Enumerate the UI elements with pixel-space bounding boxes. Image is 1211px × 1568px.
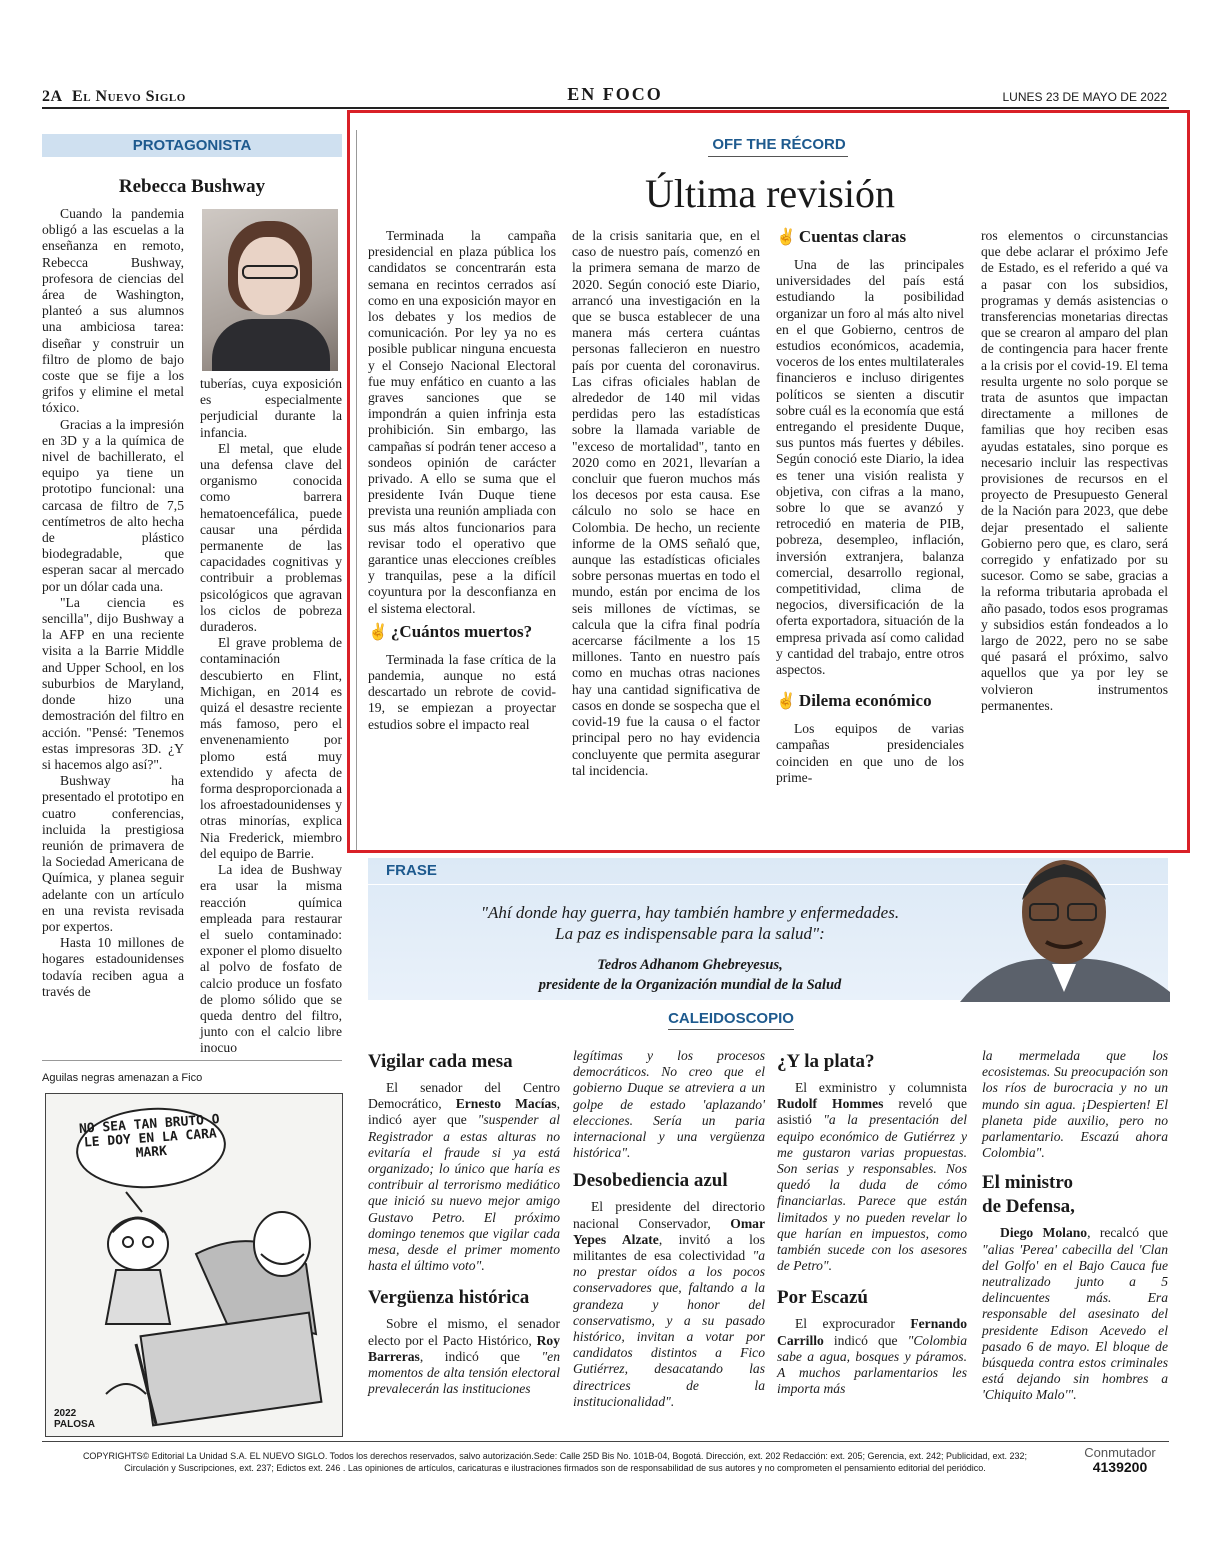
paragraph: Los equipos de varias campañas presidenciales coinciden en que uno de los prime- (776, 721, 964, 785)
heading-ministro: El ministro de Defensa, (982, 1172, 1075, 1218)
frase-quote (410, 902, 970, 944)
frase-attribution (410, 955, 970, 995)
cal-col1 (368, 1050, 560, 1397)
paragraph: Terminada la fase crítica de la pandemia, aunque no está descartado un rebrote de covid-19, se empiezan a proyectar estudios sobre el impacto real (368, 651, 556, 732)
frase-label: FRASE (386, 862, 437, 879)
paragraph: El metal, que elude una defensa clave del organismo conocida como barrera hematoencefálica, puede causar una pérdida permanente de las capacidades cognitivas y contribuir a problemas psicológicos que agravan los ciclos de pobreza duraderos. (200, 440, 342, 635)
editorial-cartoon (45, 1093, 343, 1437)
offrecord-col2 (572, 228, 760, 779)
quote-author-role: presidente de la Organización mundial de la Salud (538, 977, 842, 993)
paragraph: El exprocurador Fernando Carrillo indicó que "Colombia sabe a agua, bosques y páramos. A muchos parlamentarios les importa más (777, 1316, 967, 1397)
paragraph: La idea de Bushway era usar la misma reacción química empleada para restaurar el suelo contaminado: exponer el plomo disuelto al polvo de fosfato de calcio produce un fosfato de plomo sólido que se queda dentro del filtro, junto con el calcio libre inocuo (200, 862, 342, 1056)
paragraph: El grave problema de contaminación descubierto en Flint, Michigan, en 2014 es quizá el desastre reciente más famoso, pero el envenenamiento por plomo está muy extendido y afecta de forma desproporcionada a los afroestadounidenses y otras minorías, explica Nia Frederick, miembro del equipo de Barrie. (200, 635, 342, 861)
cartoon-drawing (46, 1094, 342, 1436)
cal-col2 (573, 1048, 765, 1410)
bushway-photo (202, 209, 338, 371)
hand-icon: ✌ (368, 623, 388, 641)
cartoon-signature: 2022 PALOSA (54, 1408, 95, 1430)
hand-icon: ✌ (776, 693, 796, 711)
paragraph: Hasta 10 millones de hogares estadounidenses todavía reciben agua a través de (42, 935, 184, 999)
offrecord-col3 (776, 226, 964, 786)
paragraph: legítimas y los procesos democráticos. No creo que el gobierno Duque se atreviera a un golpe de estado 'aplazando' elecciones. Sería un paria internacional y una vergüenza histórica". (573, 1048, 765, 1161)
paragraph: ros elementos o circunstancias que debe aclarar el próximo Jefe de Estado, es el referido a qué va a pasar con los subsidios, programas y demás asistencias o transferencias monetarias directas que se crearon al amparo del plan de contingencia para hacer frente a la crisis por el covid-19. El tema resulta urgente no solo porque se trata de asuntos que impactan directamente a millones de familias que hoy reciben esas ayudas estatales, sino porque es necesario incluir las respectivas provisiones de recursos en el proyecto de Presupuesto General de la Nación para 2023, que debe dejar presentado el saliente Gobierno pero que, es claro, será corregido y enfatizado por su sucesor. Como se sabe, gracias a la reforma tributaria aprobada el año pasado, todos esos programas y subsidios están fondeados a lo largo de 2022, pero no se sabe qué pasará el próximo, salvo aquellos que ya por ley se volvieron instrumentos permanentes. (981, 228, 1168, 713)
cartoon-caption: Aguilas negras amenazan a Fico (42, 1072, 203, 1084)
footer-copyright (60, 1450, 1050, 1474)
conmutador-number: 4139200 (1092, 1459, 1148, 1475)
subhead-dilema: ✌ Dilema económico (776, 691, 932, 711)
subhead-cuentas-claras: ✌ Cuentas claras (776, 227, 907, 246)
footer-line: COPYRIGHTS© Editorial La Unidad S.A. EL NUEVO SIGLO. Todos los derechos reservados, salvo autorización.Sede: Calle 25D Bis No. 101B-04, Bogotá. Dirección, ext. 202 Redacción: ext. 205; Gerencia, ext. 242; Publicidad, ext. 232; (82, 1451, 1028, 1461)
paragraph: Una de las principales universidades del país está estudiando la posibilidad organizar un foro al más alto nivel en el que Gobierno, centros de estudios económicos, academia, voceros de los entes multilaterales financieros e incluso dirigentes políticos se sienten a discutir sobre cuál es la economía que está entregando el presidente Duque, sus puntos más fuertes y débiles. Según conoció este Diario, la idea es tener una visión realista y objetiva, con cifras a la mano, sobre lo que se avanzó y retrocedió en materia de PIB, pobreza, desempleo, inflación, inversión extranjera, balanza comercial, desarrollo regional, competitividad, clima de negocios, diversificación de la oferta exportadora, situación de la empresa privada así como calidad y cantidad del trabajo, entre otros aspectos. (776, 257, 964, 678)
paragraph: El presidente del directorio nacional Conservador, Omar Yepes Alzate, invitó a los militantes de esa colectividad "a no prestar oídos a los pocos conservadores que, faltando a la grandeza y honor del conservatismo, y a su pasado histórico, invitan a votar por candidatos distintos a Fico Gutiérrez, desacatando las directrices de la institucionalidad". (573, 1199, 765, 1409)
paragraph: de la crisis sanitaria que, en el caso de nuestro país, comenzó en la primera semana de marzo de 2020. Según conoció este Diario, arrancó una investigación en la que se busca establecer de una manera más certera cuántas personas fallecieron en nuestro país por cuenta del coronavirus. Las cifras oficiales hablan de alrededor de 140 mil vidas perdidas pero las estadísticas sobre la llamada variable de "exceso de mortalidad", tanto en 2020 como en 2021, llevarían a concluir que fueron muchos más los decesos por esta causa. Ese cálculo no solo se hace en Colombia. De hecho, un reciente informe de la OMS señaló que, aunque las estadísticas oficiales sobre personas muertas en todo el mundo, están por encima de los seis millones de víctimas, se calcula que la cifra final podría acercarse fácilmente a los 15 millones. Tanto en nuestro país como en muchas otras naciones hay una cantidad significativa de casos en donde se sospecha que el covid-19 fue la causa o el factor principal pero no hay evidencia concluyente que permita asegurar tal incidencia. (572, 228, 760, 778)
heading-escazu: Por Escazú (777, 1287, 868, 1309)
footer-line: Circulación y Suscripciones, ext. 237; Edictos ext. 246 . Las opiniones de artículos, caricaturas e ilustraciones firmados son de responsabilidad de sus autores y no comprometen el pensamiento editorial del periódico. (124, 1463, 986, 1473)
heading-plata: ¿Y la plata? (777, 1051, 875, 1072)
protagonista-col1 (42, 206, 184, 1000)
subhead-cuantos-muertos: ✌ ¿Cuántos muertos? (368, 621, 533, 641)
paragraph: El senador del Centro Democrático, Ernesto Macías, indicó ayer que "suspender al Registrador a estas alturas no evitaría el fraude si ya está organizado; lo único que haría es contribuir al terrorismo mediático que inició su nuevo mejor amigo Gustavo Petro. El próximo domingo tenemos que vigilar cada mesa, desde el primer momento hasta el último voto". (368, 1080, 561, 1274)
heading-vigilar: Vigilar cada mesa (368, 1051, 513, 1072)
paragraph: Terminada la campaña presidencial en plaza pública los candidatos se concentrarán esta semana en recintos cerrados así como en una exposición mayor en los debates y los medios de comunicación. Por ley ya no es posible publicar ninguna encuesta y el Consejo Nacional Electoral fue muy enfático en cuanto a las graves sanciones que se impondrán a quien infrinja esta prohibición. Sin embargo, las campañas sí podrán tener acceso a sondeos opinión de carácter privado. A ello se suma que el presidente Iván Duque tiene prevista una reunión ampliada con sus más altos funcionarios para revisar todo el operativo que garantice unas elecciones creíbles y tranquilas, pese a la difícil coyuntura por la desconfianza en el sistema electoral. (368, 228, 556, 616)
paragraph: El exministro y columnista Rudolf Hommes reveló que asistió "a la presentación del equipo económico de Gutiérrez y me gustaron varias propuestas. Son serias y responsables. Nos quedó la duda de cómo financiarlas. Parece que están limitados y no pueden revelar lo que harían en impuestos, como también sucede con los asesores de Petro". (777, 1080, 967, 1274)
paragraph: la mermelada que los ecosistemas. Su preocupación son los ríos de burocracia y no un mundo sin agua. ¡Despierten! El planeta pide auxilio, pero no parlamentario. Escazú ahora Colombia". (982, 1048, 1168, 1161)
tedros-photo (960, 842, 1170, 1002)
paragraph: Bushway ha presentado el prototipo en cuatro conferencias, incluida la prestigiosa reunión de primavera de la Sociedad Americana de Química, y planea seguir adelante con un artículo en una revista revisada por expertos. (42, 773, 184, 934)
conmutador (1080, 1446, 1160, 1475)
cartoon-speech-bubble: NO SEA TAN BRUTO O LE DOY EN LA CARA MARK (73, 1103, 228, 1193)
divider (42, 1060, 342, 1061)
newspaper-name: El Nuevo Siglo (72, 88, 186, 105)
protagonista-label: PROTAGONISTA (42, 134, 342, 157)
protagonista-name: Rebecca Bushway (118, 176, 266, 197)
conmutador-label: Conmutador (1084, 1445, 1156, 1460)
header-rule (42, 107, 1169, 109)
label-underline (668, 1029, 794, 1030)
paragraph: "La ciencia es sencilla", dijo Bushway a la AFP en una reciente visita a la Barrie Middle and Upper School, en los suburbios de Maryland, donde hizo una demostración del filtro en acción. "Pensé: 'Tenemos estas impresoras 3D. ¿Y si hacemos algo así?". (42, 594, 184, 772)
paragraph: tuberías, cuya exposición es especialmente perjudicial durante la infancia. (200, 376, 342, 440)
heading-verguenza: Vergüenza histórica (368, 1287, 530, 1309)
paragraph: Sobre el mismo, el senador electo por el Pacto Histórico, Roy Barreras, indicó que "en momentos de alta tensión electoral prevalecerán las instituciones (368, 1316, 560, 1397)
offrecord-col1 (368, 228, 556, 733)
caleidoscopio-label: CALEIDOSCOPIO (668, 1010, 794, 1027)
offrecord-label: OFF THE RÉCORD (712, 136, 846, 153)
section-title: EN FOCO (567, 84, 663, 104)
quote-line: La paz es indispensable para la salud": (555, 924, 825, 943)
cal-col4 (982, 1048, 1168, 1404)
quote-line: "Ahí donde hay guerra, hay también hambre y enfermedades. (480, 903, 900, 922)
issue-date: LUNES 23 DE MAYO DE 2022 (1002, 90, 1167, 104)
label-underline (708, 156, 848, 157)
page-number: 2A El Nuevo Siglo (42, 88, 186, 105)
offrecord-title: Última revisión (645, 171, 895, 216)
protagonista-col2 (200, 376, 342, 1057)
paragraph: Cuando la pandemia obligó a las escuelas a la enseñanza en remoto, Rebecca Bushway, profesora de ciencias del área de Washington, planteó a sus alumnos una ambiciosa tarea: diseñar y construir un filtro de plomo de bajo coste que se fije a los grifos y elimine el metal tóxico. (42, 206, 184, 416)
heading-desobediencia: Desobediencia azul (573, 1170, 728, 1192)
paragraph: Gracias a la impresión en 3D y a la química de nivel de bachillerato, el equipo ya tiene un prototipo funcional: una carcasa de filtro de 7,5 centímetros de alto hecha de plástico biodegradable, que esperan sacar al mercado por un dólar cada una. (42, 416, 184, 594)
cal-col3 (777, 1050, 967, 1397)
offrecord-col4 (981, 228, 1168, 714)
paragraph: Diego Molano, recalcó que "alias 'Perea' cabecilla del 'Clan del Golfo' en el Bajo Cauca fue neutralizado junto a 5 delincuentes más. Era responsable del asesinato del presidente Edison Acevedo el pasado 6 de mayo. El bloque de búsqueda contra estos criminales está dejando sin hombres a 'Chiquito Malo'". (982, 1225, 1169, 1403)
hand-icon: ✌ (776, 229, 796, 246)
footer-rule (42, 1441, 1169, 1442)
quote-author: Tedros Adhanom Ghebreyesus, (597, 957, 783, 973)
